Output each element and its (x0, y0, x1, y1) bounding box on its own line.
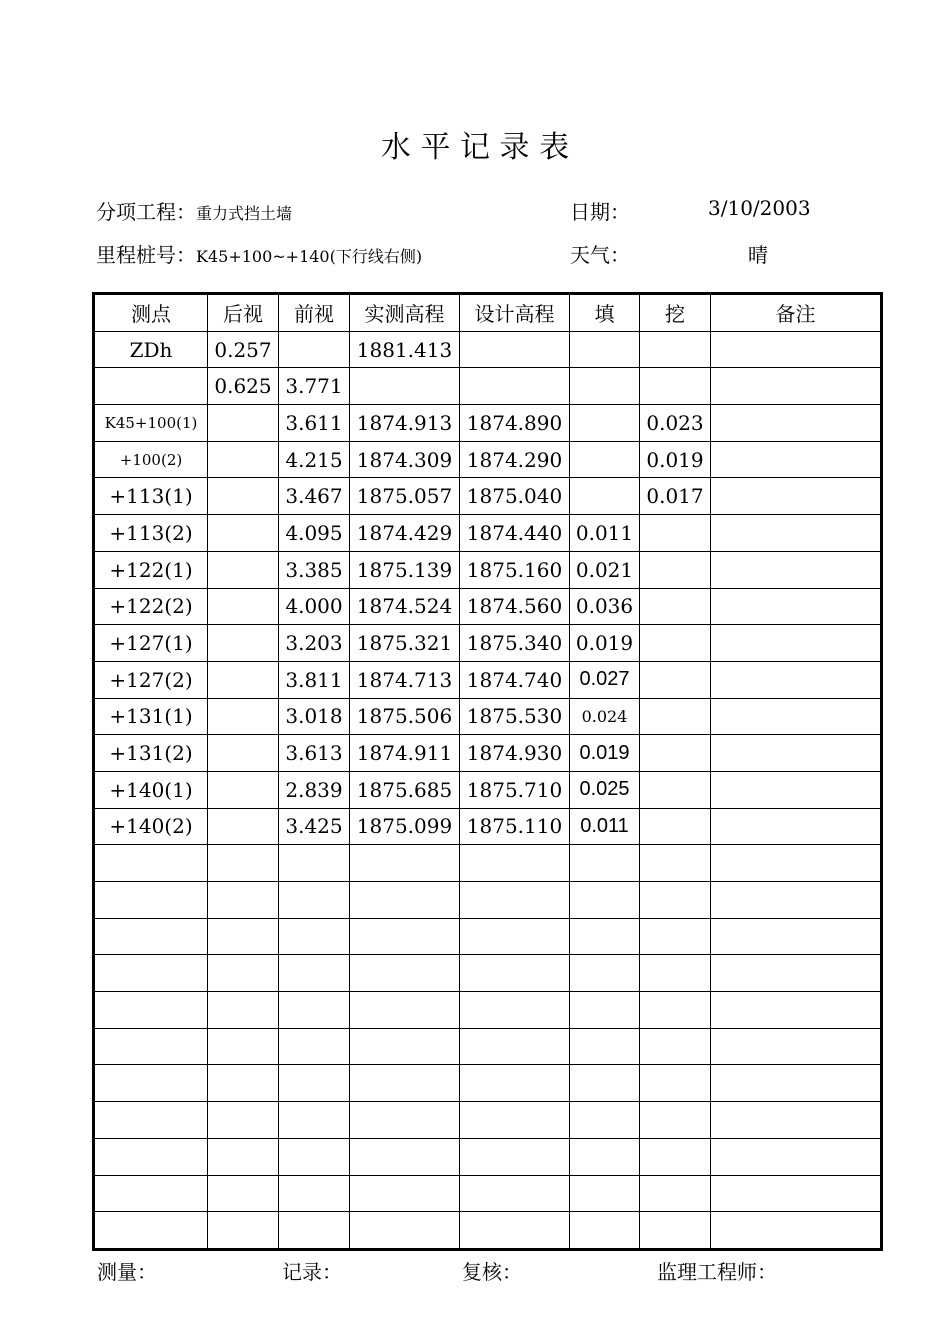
table-cell (640, 1028, 711, 1065)
table-cell (208, 771, 279, 808)
table-cell (460, 1028, 570, 1065)
table-cell (94, 955, 208, 992)
table-cell (208, 441, 279, 478)
table-cell: +113(1) (94, 478, 208, 515)
table-cell (711, 992, 882, 1029)
table-cell: 1874.560 (460, 588, 570, 625)
table-header-row (94, 294, 882, 332)
table-cell (570, 368, 640, 405)
table-cell (711, 368, 882, 405)
empty-table-row (94, 1138, 882, 1175)
table-cell (208, 1212, 279, 1250)
table-row (94, 661, 882, 698)
empty-table-row (94, 1175, 882, 1212)
reviewer-label: 复核： (462, 1260, 522, 1284)
table-cell (570, 1065, 640, 1102)
table-cell: 0.027 (570, 661, 640, 698)
table-cell (711, 405, 882, 442)
table-cell: 1875.160 (460, 551, 570, 588)
table-cell (570, 955, 640, 992)
table-cell (460, 882, 570, 919)
column-header: 填 (570, 294, 640, 332)
table-cell (570, 405, 640, 442)
table-cell (570, 1212, 640, 1250)
table-cell (279, 331, 350, 368)
table-cell (640, 1175, 711, 1212)
table-cell (350, 368, 460, 405)
table-cell (640, 1212, 711, 1250)
table-cell (570, 331, 640, 368)
table-cell: 1874.930 (460, 735, 570, 772)
table-cell: 1875.110 (460, 808, 570, 845)
table-cell (460, 955, 570, 992)
table-cell: 1875.710 (460, 771, 570, 808)
table-cell (279, 1065, 350, 1102)
table-cell: 3.771 (279, 368, 350, 405)
table-row (94, 771, 882, 808)
table-cell: 0.019 (570, 735, 640, 772)
table-row (94, 551, 882, 588)
table-cell: 3.811 (279, 661, 350, 698)
station-value: K45+100~+140(下行线右侧) (196, 247, 423, 266)
table-cell: +131(2) (94, 735, 208, 772)
table-cell (208, 405, 279, 442)
table-cell: 1875.506 (350, 698, 460, 735)
table-cell (94, 845, 208, 882)
table-row (94, 368, 882, 405)
empty-table-row (94, 992, 882, 1029)
table-cell (570, 1028, 640, 1065)
table-cell: 1874.440 (460, 515, 570, 552)
empty-table-row (94, 1065, 882, 1102)
table-cell (570, 1175, 640, 1212)
table-cell: 3.203 (279, 625, 350, 662)
table-cell: 1874.740 (460, 661, 570, 698)
table-cell (279, 845, 350, 882)
table-row (94, 625, 882, 662)
table-cell (640, 918, 711, 955)
date-value: 3/10/2003 (708, 196, 811, 220)
table-cell: 1875.040 (460, 478, 570, 515)
table-cell: 3.467 (279, 478, 350, 515)
table-cell (711, 955, 882, 992)
table-cell (640, 992, 711, 1029)
table-cell: 0.019 (570, 625, 640, 662)
table-cell (460, 368, 570, 405)
table-row (94, 588, 882, 625)
table-cell (94, 1065, 208, 1102)
table-cell: 1875.099 (350, 808, 460, 845)
table-cell (640, 515, 711, 552)
table-cell (350, 1102, 460, 1139)
table-cell (94, 992, 208, 1029)
table-cell: 0.011 (570, 515, 640, 552)
table-cell (460, 1102, 570, 1139)
table-cell: 1874.911 (350, 735, 460, 772)
table-cell: 3.425 (279, 808, 350, 845)
table-cell: 1875.321 (350, 625, 460, 662)
table-cell (279, 1028, 350, 1065)
table-cell: 1881.413 (350, 331, 460, 368)
table-cell (94, 1212, 208, 1250)
table-cell (208, 515, 279, 552)
table-cell: 1874.524 (350, 588, 460, 625)
table-cell (460, 1065, 570, 1102)
column-header: 后视 (208, 294, 279, 332)
empty-table-row (94, 955, 882, 992)
table-cell: +140(1) (94, 771, 208, 808)
table-cell (208, 478, 279, 515)
table-cell: 4.215 (279, 441, 350, 478)
column-header: 实测高程 (350, 294, 460, 332)
table-cell (208, 808, 279, 845)
table-cell (208, 1028, 279, 1065)
table-cell (711, 1212, 882, 1250)
table-row (94, 698, 882, 735)
table-cell (711, 845, 882, 882)
table-cell (208, 955, 279, 992)
table-body (94, 331, 882, 1249)
table-cell (570, 845, 640, 882)
table-cell (570, 441, 640, 478)
table-cell (711, 698, 882, 735)
table-cell (570, 992, 640, 1029)
table-cell (279, 1175, 350, 1212)
table-row (94, 331, 882, 368)
table-cell: 0.021 (570, 551, 640, 588)
table-cell (208, 735, 279, 772)
table-cell (208, 918, 279, 955)
table-cell (640, 1102, 711, 1139)
table-cell (640, 1065, 711, 1102)
table-cell (208, 588, 279, 625)
table-cell (460, 331, 570, 368)
table-cell (711, 551, 882, 588)
column-header: 测点 (94, 294, 208, 332)
table-cell (94, 918, 208, 955)
table-row (94, 515, 882, 552)
empty-table-row (94, 1028, 882, 1065)
table-cell: 0.036 (570, 588, 640, 625)
table-cell (94, 1102, 208, 1139)
table-cell (208, 698, 279, 735)
table-cell (460, 1175, 570, 1212)
table-cell (350, 1065, 460, 1102)
recorder-label: 记录： (282, 1260, 342, 1284)
table-cell (208, 661, 279, 698)
empty-table-row (94, 882, 882, 919)
table-cell: 1875.340 (460, 625, 570, 662)
table-row (94, 478, 882, 515)
table-cell (711, 735, 882, 772)
table-cell: 3.018 (279, 698, 350, 735)
table-cell: K45+100(1) (94, 405, 208, 442)
table-cell (711, 661, 882, 698)
table-cell (711, 771, 882, 808)
table-cell: 0.625 (208, 368, 279, 405)
table-cell (208, 1138, 279, 1175)
table-cell (711, 441, 882, 478)
table-cell: 1875.530 (460, 698, 570, 735)
table-cell (350, 882, 460, 919)
table-cell (711, 1102, 882, 1139)
table-cell (711, 882, 882, 919)
table-cell: 4.000 (279, 588, 350, 625)
table-cell (208, 1102, 279, 1139)
table-cell (640, 1138, 711, 1175)
table-cell: 1874.713 (350, 661, 460, 698)
table-cell: 1875.685 (350, 771, 460, 808)
table-cell (208, 1065, 279, 1102)
table-cell (711, 625, 882, 662)
surveyor-label: 测量： (97, 1260, 157, 1284)
table-cell (208, 992, 279, 1029)
table-cell (279, 882, 350, 919)
table-cell (711, 588, 882, 625)
table-cell (279, 1102, 350, 1139)
table-cell: 1874.309 (350, 441, 460, 478)
table-cell: 0.019 (640, 441, 711, 478)
station-label: 里程桩号： (96, 243, 196, 267)
table-cell (640, 368, 711, 405)
table-cell (279, 1212, 350, 1250)
table-cell (711, 1065, 882, 1102)
empty-table-row (94, 845, 882, 882)
table-cell (640, 698, 711, 735)
column-header: 设计高程 (460, 294, 570, 332)
table-cell (279, 918, 350, 955)
table-row (94, 405, 882, 442)
table-cell (460, 1138, 570, 1175)
table-cell (350, 1138, 460, 1175)
table-cell (94, 882, 208, 919)
table-cell (208, 845, 279, 882)
table-cell (208, 882, 279, 919)
table-cell (640, 625, 711, 662)
table-cell (570, 918, 640, 955)
level-record-table (92, 292, 883, 1251)
table-cell: 1875.057 (350, 478, 460, 515)
table-cell (711, 808, 882, 845)
table-cell (640, 845, 711, 882)
table-cell: 0.011 (570, 808, 640, 845)
table-cell (570, 882, 640, 919)
table-cell: +122(1) (94, 551, 208, 588)
table-cell: +127(2) (94, 661, 208, 698)
table-cell (640, 331, 711, 368)
table-cell (279, 992, 350, 1029)
table-cell (208, 1175, 279, 1212)
table-cell (711, 918, 882, 955)
table-cell: 0.025 (570, 771, 640, 808)
table-cell (711, 478, 882, 515)
table-cell (94, 368, 208, 405)
table-cell (350, 1175, 460, 1212)
table-cell (640, 588, 711, 625)
table-cell: ZDh (94, 331, 208, 368)
table-cell: 1874.290 (460, 441, 570, 478)
table-cell (279, 955, 350, 992)
table-cell (640, 808, 711, 845)
empty-table-row (94, 1102, 882, 1139)
project-value: 重力式挡土墙 (196, 204, 293, 223)
table-cell (570, 478, 640, 515)
page-title: 水 平 记 录 表 (380, 130, 570, 165)
table-cell (640, 882, 711, 919)
table-cell (711, 1138, 882, 1175)
table-cell: +122(2) (94, 588, 208, 625)
table-cell: 0.257 (208, 331, 279, 368)
table-row (94, 808, 882, 845)
date-label: 日期： (570, 200, 630, 224)
table-cell: 1875.139 (350, 551, 460, 588)
table-cell (640, 551, 711, 588)
table-cell (94, 1175, 208, 1212)
table-cell (460, 992, 570, 1029)
table-cell: 3.613 (279, 735, 350, 772)
table-cell (460, 918, 570, 955)
table-cell: +131(1) (94, 698, 208, 735)
table-cell: +100(2) (94, 441, 208, 478)
table-cell (711, 515, 882, 552)
project-label: 分项工程： (96, 200, 196, 224)
table-cell: 0.017 (640, 478, 711, 515)
station-field (96, 239, 422, 268)
table-cell (640, 661, 711, 698)
table-cell (570, 1102, 640, 1139)
table-cell: +140(2) (94, 808, 208, 845)
table-cell (94, 1138, 208, 1175)
table-cell (350, 845, 460, 882)
table-row (94, 441, 882, 478)
table-cell (279, 1138, 350, 1175)
table-cell (208, 625, 279, 662)
table-cell (711, 1175, 882, 1212)
table-cell (350, 1028, 460, 1065)
table-cell (640, 955, 711, 992)
table-cell (711, 331, 882, 368)
table-cell: 0.024 (570, 698, 640, 735)
table-cell (570, 1138, 640, 1175)
table-cell (350, 955, 460, 992)
weather-label: 天气： (570, 243, 630, 267)
table-cell: 3.385 (279, 551, 350, 588)
column-header: 备注 (711, 294, 882, 332)
project-field (96, 196, 292, 225)
table-cell (460, 1212, 570, 1250)
table-cell (208, 551, 279, 588)
table-cell: +113(2) (94, 515, 208, 552)
table-cell (460, 845, 570, 882)
table-cell (640, 771, 711, 808)
empty-table-row (94, 918, 882, 955)
table-cell: 4.095 (279, 515, 350, 552)
table-cell (350, 918, 460, 955)
table-cell (350, 992, 460, 1029)
table-cell: 2.839 (279, 771, 350, 808)
column-header: 前视 (279, 294, 350, 332)
table-cell: +127(1) (94, 625, 208, 662)
table-cell (94, 1028, 208, 1065)
table-cell: 1874.913 (350, 405, 460, 442)
supervisor-label: 监理工程师： (657, 1260, 777, 1284)
table-cell: 0.023 (640, 405, 711, 442)
table-cell: 1874.890 (460, 405, 570, 442)
column-header: 挖 (640, 294, 711, 332)
empty-table-row (94, 1212, 882, 1250)
weather-value: 晴 (748, 243, 768, 267)
table-cell: 1874.429 (350, 515, 460, 552)
table-row (94, 735, 882, 772)
table-cell (350, 1212, 460, 1250)
table-cell (640, 735, 711, 772)
table-cell (711, 1028, 882, 1065)
table-cell: 3.611 (279, 405, 350, 442)
